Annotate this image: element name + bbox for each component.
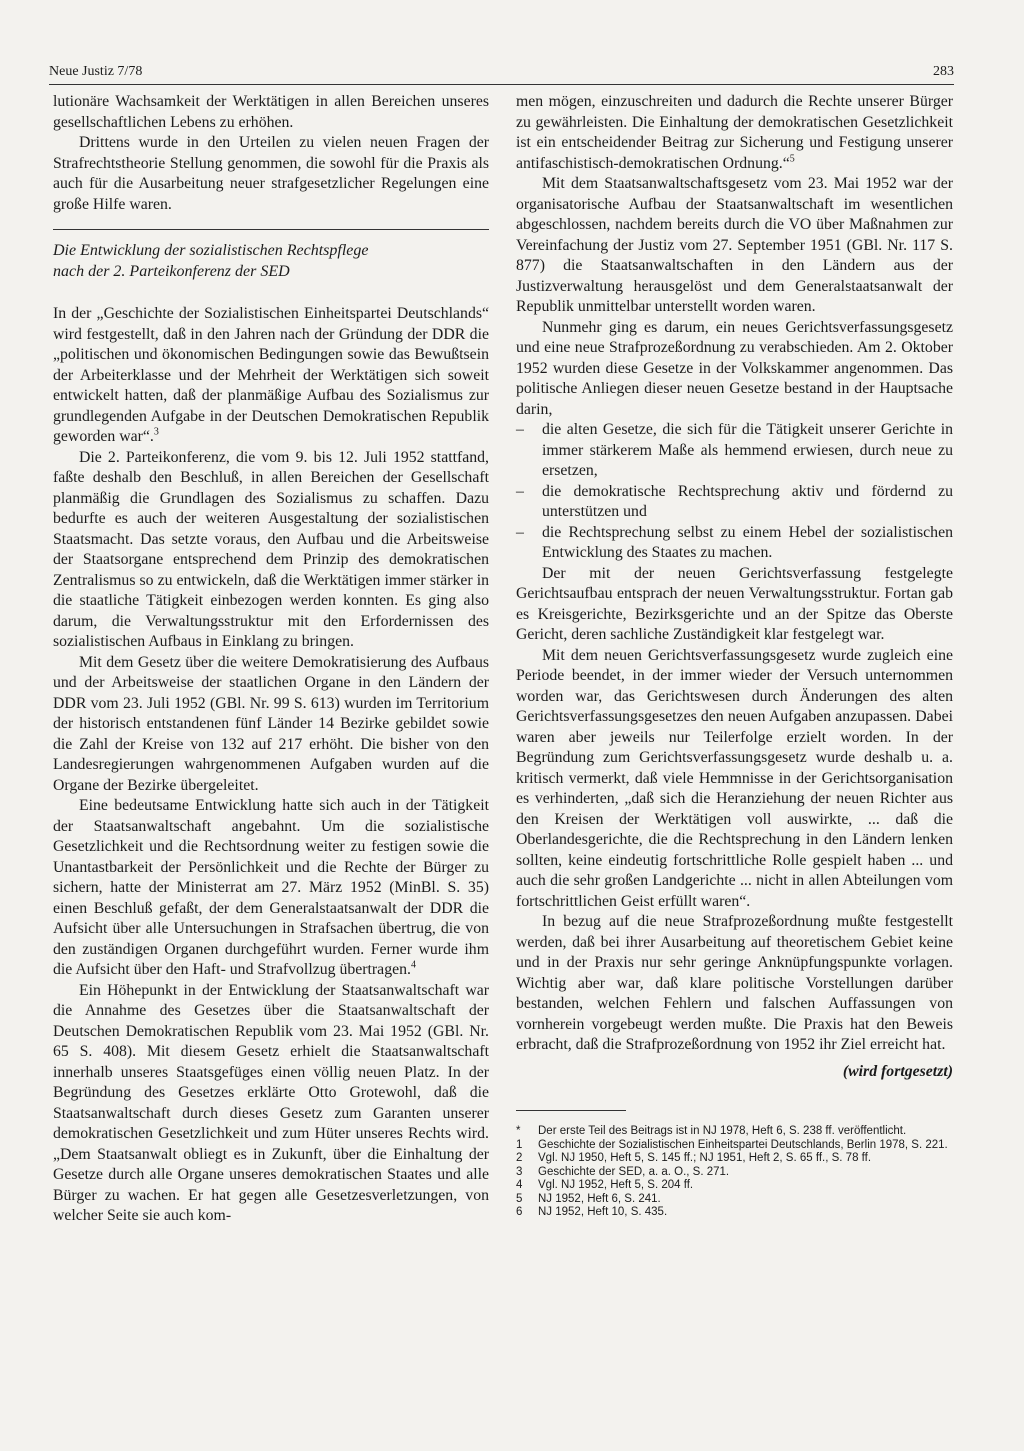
- paragraph-text: In der „Geschichte der Sozialistischen Einheitspartei Deutschlands“ wird festgestellt, daß in den Jahren nach der Gründung der DDR die „politischen und ökonomischen Bedingungen sowie das Bewußtsein der Arbeiterklasse und der Mehrheit der Werktätigen sich soweit entwickelt hatten, daß der planmäßige Aufbau des Sozialismus zur grundlegenden Aufgabe in der Deutschen Demokratischen Republik geworden war“.: [53, 305, 489, 445]
- footnote-text: Geschichte der SED, a. a. O., S. 271.: [538, 1165, 730, 1178]
- paragraph: Mit dem neuen Gerichtsverfassungsgesetz wurde zugleich eine Periode beendet, in der immer wieder der Versuch unternommen worden war, das Gerichtswesen durch Änderungen des alten Gerichtsverfassungsgesetzes den neuen Aufgaben anzupassen. Dabei waren aber jeweils nur Teilerfolge erzielt worden. In der Begründung zum Gerichtsverfassungsgesetz wurde deshalb u. a. kritisch vermerkt, daß viele Hemmnisse in der Gerichtsorganisation es verhinderten, „daß sich die Heranziehung der neuen Richter aus den Kreisen der Werktätigen voll auswirkte, ... daß die Oberlandesgerichte, die die Rechtsprechung in den Ländern lenken sollten, keine eindeutig fortschrittliche Rolle gespielt haben ... und auch die sehr großen Landgerichte ... nicht in allen Abteilungen vom fortschrittlichen Geist erfüllt waren“.: [516, 646, 953, 910]
- left-column: [53, 92, 489, 1227]
- footnote-ref: 5: [789, 153, 795, 165]
- footnote-divider: [516, 1110, 626, 1111]
- paragraph: [53, 304, 489, 448]
- paragraph-text: men mögen, einzuschreiten und dadurch die Rechte unserer Bürger zu gewährleisten. Die Einhaltung der demokratischen Gesetzlichkeit ist ein entscheidender Beitrag zur Sicherung und Festigung unserer antifaschistisch-demokratischen Ordnung.“: [516, 93, 953, 172]
- paragraph: [516, 92, 953, 174]
- bullet-list: [516, 420, 953, 564]
- footnote-text: Geschichte der Sozialistischen Einheitspartei Deutschlands, Berlin 1978, S. 221.: [538, 1138, 948, 1151]
- paragraph: lutionäre Wachsamkeit der Werktätigen in allen Bereichen unseres gesellschaftlichen Lebens zu erhöhen.: [53, 93, 489, 131]
- footnote: [516, 1179, 953, 1193]
- section-heading-line: nach der 2. Parteikonferenz der SED: [53, 263, 290, 280]
- footnote-mark: 1: [516, 1138, 523, 1151]
- footnote-text: Vgl. NJ 1952, Heft 5, S. 204 ff.: [538, 1179, 694, 1191]
- footnote-mark: 5: [516, 1192, 523, 1205]
- footnote: [516, 1166, 953, 1180]
- footnote-mark: 6: [516, 1206, 523, 1218]
- paragraph: Mit dem Gesetz über die weitere Demokratisierung des Aufbaus und der Arbeitsweise der staatlichen Organe in den Ländern der DDR vom 23. Juli 1952 (GBl. Nr. 99 S. 613) wurden im Territorium der historisch entstandenen fünf Länder 14 Bezirke gebildet sowie die Zahl der Kreise von 132 auf 217 erhöht. Die bisher von den Landesregierungen wahrgenommenen Aufgaben wurden auf die Organe der Bezirke übergeleitet.: [53, 653, 489, 794]
- paragraph: Mit dem Staatsanwaltschaftsgesetz vom 23. Mai 1952 war der organisatorische Aufbau der Staatsanwaltschaft im wesentlichen abgeschlossen, nachdem bereits durch die VO über Maßnahmen zur Vereinfachung der Justiz vom 27. September 1951 (GBl. Nr. 117 S. 877) die Staatsanwaltschaften in den Ländern aus der Justizverwaltung herausgelöst und dem Generalstaatsanwalt der Republik unmittelbar unterstellt worden waren.: [516, 175, 953, 315]
- footnotes: [516, 1125, 953, 1220]
- paragraph: In bezug auf die neue Strafprozeßordnung mußte festgestellt werden, daß bei ihrer Ausarbeitung auf theoretischem Gebiet keine und in der Praxis nur sehr geringe Anknüpfungspunkte vorlagen. Wichtig aber war, daß klare politische Vorstellungen darüber bestanden, welchen Fehlern und falschen Auffassungen von vornherein vorgebeugt werden mußte. Die Praxis hat den Beweis erbracht, daß die Strafprozeßordnung von 1952 ihr Ziel erreicht hat.: [516, 913, 953, 1053]
- footnote-mark: 3: [516, 1165, 523, 1178]
- page-number: 283: [933, 64, 954, 79]
- footnote-text: NJ 1952, Heft 10, S. 435.: [538, 1206, 668, 1218]
- footnote: [516, 1206, 953, 1220]
- journal-header: Neue Justiz 7/78: [49, 64, 143, 79]
- footnote-ref: 4: [410, 959, 416, 971]
- footnote-mark: 2: [516, 1152, 523, 1164]
- section-divider: [53, 229, 489, 230]
- footnote: [516, 1125, 953, 1139]
- footnote-mark: 4: [516, 1179, 523, 1191]
- continued-note: (wird fortgesetzt): [842, 1062, 953, 1080]
- list-item: – die Rechtsprechung selbst zu einem Hebel der sozialistischen Entwicklung des Staates zu machen.: [516, 523, 953, 564]
- footnote-text: Vgl. NJ 1950, Heft 5, S. 145 ff.; NJ 1951, Heft 2, S. 65 ff., S. 78 ff.: [538, 1152, 872, 1164]
- list-item: – die alten Gesetze, die sich für die Tätigkeit unserer Gerichte in immer stärkerem Maße als hemmend erwiesen, durch neue zu ersetzen,: [516, 420, 953, 482]
- footnote: [516, 1152, 953, 1166]
- paragraph: Drittens wurde in den Urteilen zu vielen neuen Fragen der Strafrechtstheorie Stellung genommen, die sowohl für die Praxis als auch für die Ausarbeitung neuer strafgesetzlicher Regelungen eine große Hilfe waren.: [53, 134, 489, 213]
- paragraph: Der mit der neuen Gerichtsverfassung festgelegte Gerichtsaufbau entsprach der neuen Verwaltungsstruktur. Fortan gab es Kreisgerichte, Bezirksgerichte und an der Spitze das Oberste Gericht, deren sachliche Zuständigkeit klar festgelegt war.: [516, 564, 953, 643]
- footnote-text: NJ 1952, Heft 6, S. 241.: [538, 1192, 661, 1205]
- footnote-ref: 3: [153, 426, 159, 438]
- footnote-mark: *: [516, 1125, 521, 1137]
- footnote: [516, 1139, 953, 1153]
- paragraph-text: Eine bedeutsame Entwicklung hatte sich auch in der Tätigkeit der Staatsanwaltschaft angebahnt. Um die sozialistische Gesetzlichkeit und die Rechtsordnung weiter zu festigen sowie die Unantastbarkeit der Persönlichkeit und die Rechte der Bürger zu sichern, hatte der Ministerrat am 27. März 1952 (MinBl. S. 35) einen Beschluß gefaßt, der dem Generalstaatsanwalt der DDR die Aufsicht über alle Untersuchungen in Strafsachen übertrug, die von den zuständigen Organen durchgeführt wurden. Ferner wurde ihm die Aufsicht über den Haft- und Strafvollzug übertragen.: [53, 797, 489, 978]
- header-rule: [49, 84, 954, 85]
- section-heading-line: Die Entwicklung der sozialistischen Rechtspflege: [53, 242, 369, 259]
- paragraph: Ein Höhepunkt in der Entwicklung der Staatsanwaltschaft war die Annahme des Gesetzes über die Staatsanwaltschaft der Deutschen Demokratischen Republik vom 23. Mai 1952 (GBl. Nr. 65 S. 408). Mit diesem Gesetz erhielt die Staatsanwaltschaft innerhalb unseres Staatsgefüges einen völlig neuen Platz. In der Begründung des Gesetzes erklärte Otto Grotewohl, daß die Staatsanwaltschaft durch dieses Gesetz zum Garanten unserer demokratischen Gesetzlichkeit und zum Hüter unseres Rechts wird. „Dem Staatsanwalt obliegt es in Zukunft, über die Einhaltung der Gesetze durch alle Organe unseres demokratischen Staates und alle Bürger zu wachen. Er hat gegen alle Gesetzesverletzungen, von welcher Seite sie auch kom-: [53, 981, 489, 1224]
- paragraph: Die 2. Parteikonferenz, die vom 9. bis 12. Juli 1952 stattfand, faßte deshalb den Beschluß, in allen Bereichen der Gesellschaft planmäßig die Grundlagen des Sozialismus zu schaffen. Dazu bedurfte es auch der weiteren Ausgestaltung der sozialistischen Staatsmacht. Das setzte voraus, den Aufbau und die Arbeitsweise der Staatsorgane entsprechend dem Prinzip des demokratischen Zentralismus so zu entwickeln, daß die Werktätigen immer stärker in die staatliche Tätigkeit einbezogen werden konnten. Es ging also darum, die Verwaltungsstruktur mit den Erfordernissen des sozialistischen Aufbaus in Einklang zu bringen.: [53, 448, 489, 650]
- right-column: [516, 92, 953, 1220]
- footnote: [516, 1193, 953, 1207]
- list-item: – die demokratische Rechtsprechung aktiv und fördernd zu unterstützen und: [516, 482, 953, 523]
- paragraph: Nunmehr ging es darum, ein neues Gerichtsverfassungsgesetz und eine neue Strafprozeßordnung zu verabschieden. Am 2. Oktober 1952 wurden diese Gesetze in der Volkskammer angenommen. Das politische Anliegen dieser neuen Gesetze bestand in der Hauptsache darin,: [516, 318, 953, 418]
- footnote-text: Der erste Teil des Beitrags ist in NJ 1978, Heft 6, S. 238 ff. veröffentlicht.: [538, 1125, 907, 1137]
- section-heading: [53, 240, 489, 282]
- paragraph: [53, 796, 489, 981]
